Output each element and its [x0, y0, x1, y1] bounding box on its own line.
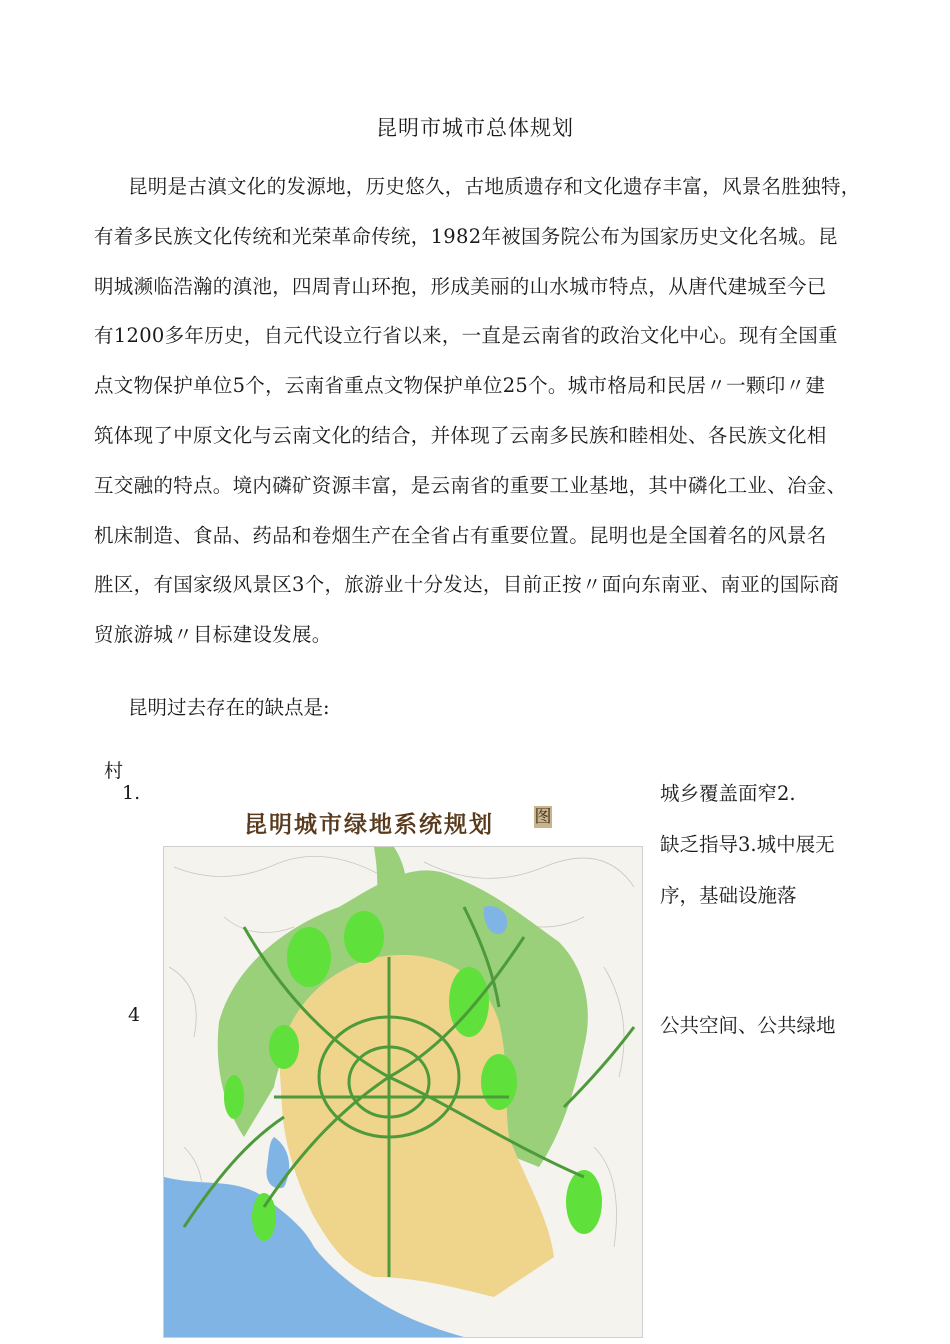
map-title: 昆明城市绿地系统规划 [244, 812, 494, 838]
list-item-clipped: 公共空间、公共绿地 [660, 1014, 836, 1037]
green-patch [252, 1193, 276, 1241]
intro-line: 点文物保护单位5个，云南省重点文物保护单位25个。城市格局和民居〃一颗印〃建 [94, 374, 826, 398]
intro-line: 机床制造、食品、药品和卷烟生产在全省占有重要位置。昆明也是全国着名的风景名 [94, 523, 827, 547]
green-patch [481, 1054, 517, 1110]
green-patch [287, 927, 331, 987]
intro-line: 胜区，有国家级风景区3个，旅游业十分发达，目前正按〃面向东南亚、南亚的国际商 [94, 573, 840, 597]
intro-line: 昆明是古滇文化的发源地，历史悠久，古地质遗存和文化遗存丰富，风景名胜独特， [128, 175, 861, 198]
green-patch [566, 1170, 602, 1234]
clipped-character: 村 [104, 760, 124, 782]
green-patch [344, 911, 384, 963]
intro-line: 有着多民族文化传统和光荣革命传统，1982年被国务院公布为国家历史文化名城。昆 [94, 224, 838, 248]
map-graphic [164, 847, 642, 1337]
page-title: 昆明市城市总体规划 [376, 116, 574, 140]
intro-line: 贸旅游城〃目标建设发展。 [94, 623, 332, 647]
green-space-map [163, 846, 643, 1338]
list-number-four: 4 [128, 1004, 141, 1026]
subheading: 昆明过去存在的缺点是: [128, 696, 330, 719]
green-patch [269, 1025, 299, 1069]
list-item: 缺乏指导3.城中展无 [660, 833, 835, 856]
intro-line: 筑体现了中原文化与云南文化的结合，并体现了云南多民族和睦相处、各民族文化相 [94, 423, 827, 447]
list-item: 城乡覆盖面窄2. [660, 782, 796, 805]
green-patch [224, 1075, 244, 1119]
list-number-one: 1. [122, 782, 141, 804]
list-item: 序，基础设施落 [660, 884, 797, 907]
shortcomings-list [660, 768, 890, 1037]
intro-line: 有1200多年历史，自元代设立行省以来，一直是云南省的政治文化中心。现有全国重 [94, 324, 838, 348]
intro-line: 互交融的特点。境内磷矿资源丰富，是云南省的重要工业基地，其中磷化工业、冶金、 [94, 473, 847, 497]
map-badge: 图 [534, 807, 552, 827]
intro-paragraph [94, 162, 874, 660]
intro-line: 明城濒临浩瀚的滇池，四周青山环抱，形成美丽的山水城市特点，从唐代建城至今已 [94, 274, 827, 298]
